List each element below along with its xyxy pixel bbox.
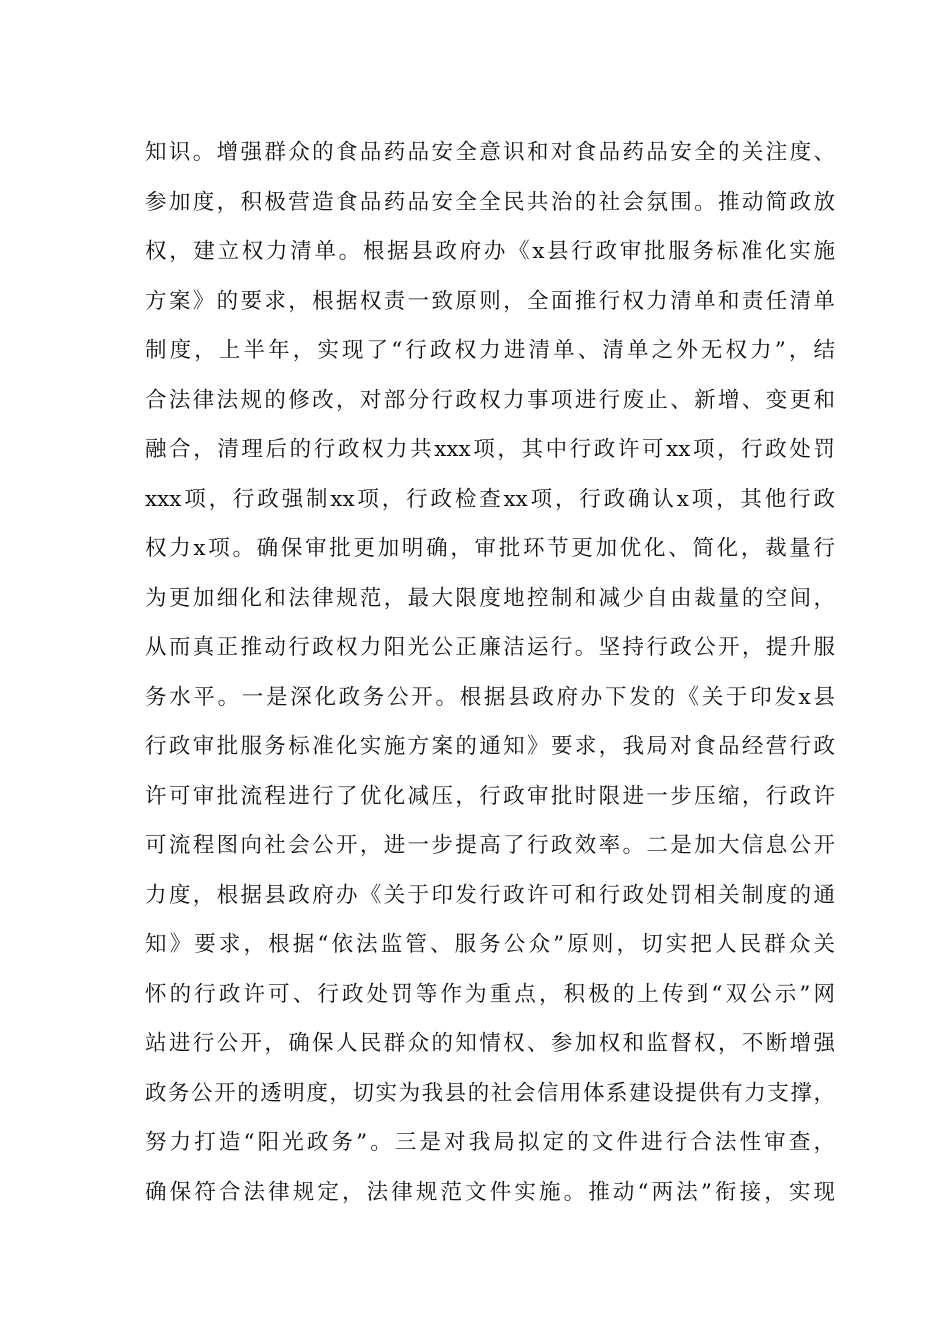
text-line: 努力打造“阳光政务”。三是对我局拟定的文件进行合法性审查， bbox=[145, 1130, 835, 1155]
text-line: 务水平。一是深化政务公开。根据县政府办下发的《关于印发x县 bbox=[145, 684, 835, 710]
text-line: 知识。增强群众的食品药品安全意识和对食品药品安全的关注度、 bbox=[145, 140, 835, 165]
text-line: 权力x项。确保审批更加明确，审批环节更加优化、简化，裁量行 bbox=[145, 536, 835, 561]
text-line: 参加度，积极营造食品药品安全全民共治的社会氛围。推动简政放 bbox=[145, 189, 835, 215]
text-line: 合法律法规的修改，对部分行政权力事项进行废止、新增、变更和 bbox=[145, 387, 835, 413]
text-line: 制度，上半年，实现了“行政权力进清单、清单之外无权力”，结 bbox=[145, 338, 835, 363]
body-text bbox=[145, 128, 835, 1217]
text-line: 力度，根据县政府办《关于印发行政许可和行政处罚相关制度的通 bbox=[145, 882, 835, 908]
text-line: 权，建立权力清单。根据县政府办《x县行政审批服务标准化实施 bbox=[145, 239, 835, 264]
text-line: 确保符合法律规定，法律规范文件实施。推动“两法”衔接，实现 bbox=[145, 1179, 835, 1205]
text-line: 知》要求，根据“依法监管、服务公众”原则，切实把人民群众关 bbox=[145, 932, 835, 957]
text-line: 可流程图向社会公开，进一步提高了行政效率。二是加大信息公开 bbox=[145, 833, 835, 858]
text-line: 政务公开的透明度，切实为我县的社会信用体系建设提供有力支撑， bbox=[145, 1080, 835, 1106]
text-line: 行政审批服务标准化实施方案的通知》要求，我局对食品经营行政 bbox=[145, 734, 835, 759]
text-line: 方案》的要求，根据权责一致原则，全面推行权力清单和责任清单 bbox=[145, 288, 835, 314]
text-line: 融合，清理后的行政权力共xxx项，其中行政许可xx项，行政处罚 bbox=[145, 437, 835, 462]
text-line: 许可审批流程进行了优化减压，行政审批时限进一步压缩，行政许 bbox=[145, 783, 835, 809]
text-line: 从而真正推动行政权力阳光公正廉洁运行。坚持行政公开，提升服 bbox=[145, 635, 835, 660]
text-line: 站进行公开，确保人民群众的知情权、参加权和监督权，不断增强 bbox=[145, 1031, 835, 1056]
text-line: 为更加细化和法律规范，最大限度地控制和减少自由裁量的空间， bbox=[145, 585, 835, 611]
text-line: xxx项，行政强制xx项，行政检查xx项，行政确认x项，其他行政 bbox=[145, 486, 835, 512]
text-line: 怀的行政许可、行政处罚等作为重点，积极的上传到“双公示”网 bbox=[145, 981, 835, 1007]
